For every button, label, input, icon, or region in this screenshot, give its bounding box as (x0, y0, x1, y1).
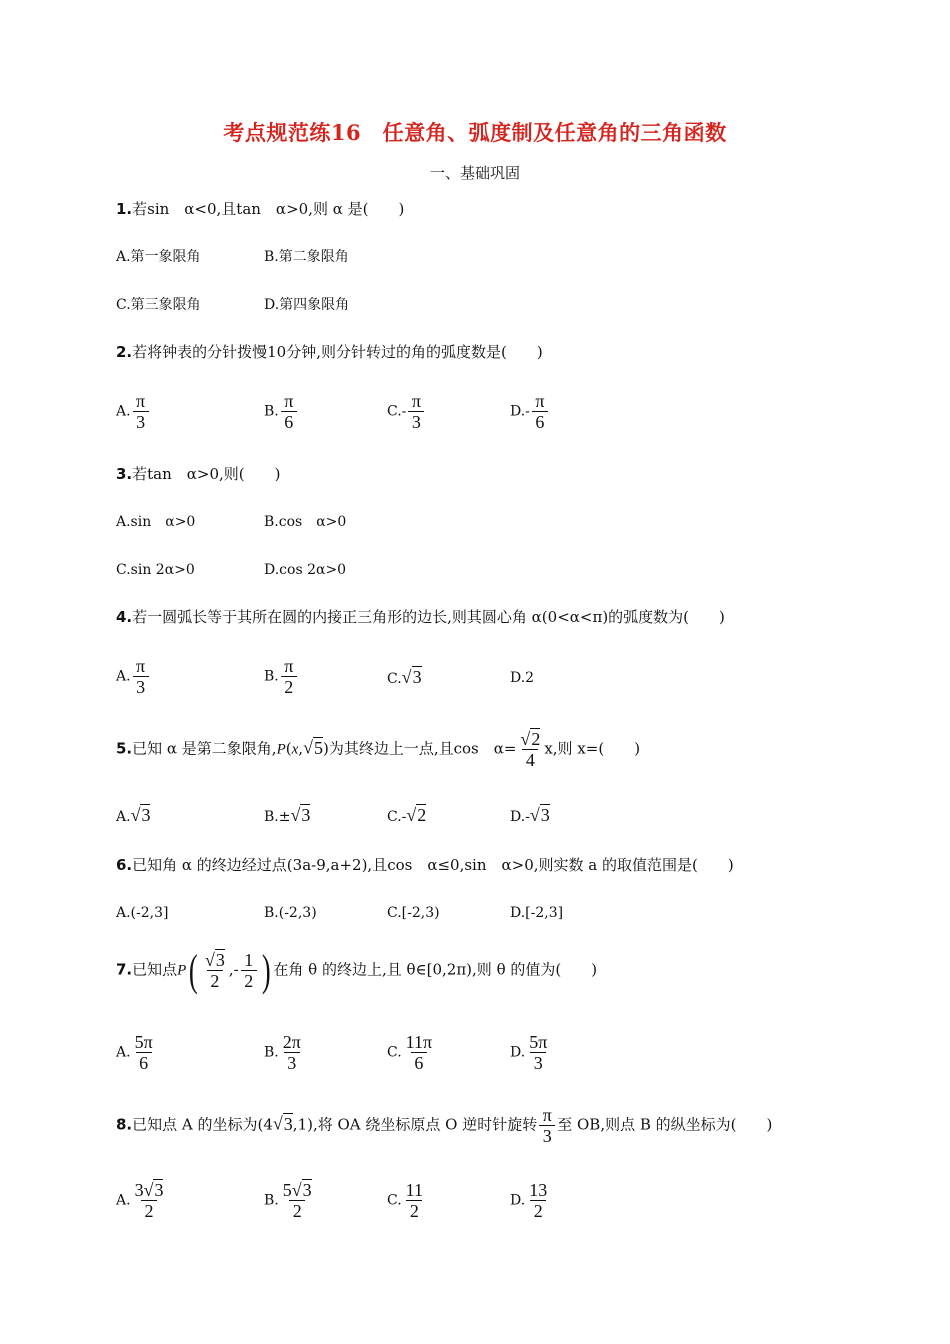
radicand: 5 (313, 737, 323, 758)
denominator: 6 (411, 1052, 427, 1073)
q1-option-d[interactable]: D.第四象限角 (264, 297, 350, 313)
q8-option-b[interactable] (264, 1180, 316, 1221)
radicand: 2 (417, 805, 427, 825)
section-heading: 一、基础巩固 (429, 164, 520, 182)
q6-option-d[interactable]: D.[-2,3] (510, 905, 564, 921)
denominator: 2 (207, 970, 223, 991)
denominator: 2 (289, 1200, 305, 1221)
numerator: π (411, 391, 421, 411)
question-number: 3. (116, 465, 133, 483)
q6-option-c[interactable]: C.[-2,3) (387, 905, 440, 921)
fraction (527, 1032, 549, 1073)
q4-option-a[interactable] (116, 656, 151, 697)
q7-option-c[interactable] (387, 1032, 436, 1073)
question-3 (116, 464, 281, 484)
radicand: 3 (302, 1180, 312, 1200)
question-4 (116, 607, 725, 627)
option-label: A. (116, 1192, 131, 1209)
q4-option-d[interactable]: D.2 (510, 670, 535, 686)
option-label: A. (116, 1044, 131, 1061)
question-number: 7. (116, 960, 133, 979)
coefficient: 5 (282, 1180, 292, 1200)
sqrt-symbol: √2 (406, 805, 427, 825)
sqrt-symbol: √3 (272, 1113, 293, 1134)
q7-option-a[interactable] (116, 1032, 157, 1073)
fraction (133, 1032, 155, 1073)
q4-option-b[interactable] (264, 656, 299, 697)
option-label: A. (116, 668, 131, 685)
radicand: 3 (154, 1180, 164, 1200)
question-number: 1. (116, 200, 133, 218)
q8-option-c[interactable] (387, 1180, 427, 1221)
question-5 (116, 729, 640, 770)
q1-option-c[interactable]: C.第三象限角 (116, 297, 201, 313)
fraction (133, 656, 149, 697)
variable: x (291, 741, 299, 758)
radicand: 3 (412, 667, 422, 687)
numerator: 2π (282, 1032, 301, 1052)
fraction (133, 391, 149, 432)
option-label: D. (510, 1192, 526, 1209)
denominator: 6 (281, 411, 297, 432)
option-label: C.- (387, 403, 407, 420)
q3-option-b[interactable]: B.cos α>0 (264, 514, 347, 530)
denominator: 6 (532, 411, 548, 432)
numerator: π (542, 1105, 552, 1125)
page-title: 考点规范练16 任意角、弧度制及任意角的三角函数 (223, 120, 727, 145)
q6-option-a[interactable]: A.(-2,3] (116, 905, 169, 921)
radicand: 3 (283, 1113, 293, 1134)
question-stem: 为其终边上一点,且cos α= (328, 739, 517, 758)
radicand: 3 (215, 950, 225, 970)
question-stem: 已知角 α 的终边经过点(3a-9,a+2),且cos α≤0,sin α>0,则实数 a 的取值范围是( ) (132, 856, 734, 874)
question-number: 2. (116, 343, 133, 361)
denominator: 2 (281, 676, 297, 697)
numerator: 11π (405, 1032, 433, 1052)
denominator: 3 (284, 1052, 300, 1073)
fraction (408, 391, 424, 432)
q2-option-d[interactable] (510, 391, 550, 432)
numerator: 5π (134, 1032, 153, 1052)
q5-option-b[interactable] (264, 805, 310, 827)
fraction (539, 1105, 555, 1146)
q7-option-d[interactable] (510, 1032, 551, 1073)
right-paren: ) (261, 945, 271, 995)
denominator: 2 (141, 1200, 157, 1221)
numerator: 1 (244, 950, 254, 970)
fraction (404, 1180, 425, 1221)
option-label: D. (510, 1044, 526, 1061)
sqrt-symbol: √5 (303, 737, 323, 758)
option-label: B. (264, 1192, 279, 1209)
question-stem: 已知点 (132, 960, 178, 979)
fraction (241, 950, 257, 991)
denominator: 6 (136, 1052, 152, 1073)
fraction (281, 1032, 303, 1073)
q5-option-d[interactable] (510, 805, 550, 827)
numerator (281, 1180, 314, 1200)
option-label: B. (264, 668, 279, 685)
fraction (281, 391, 297, 432)
sqrt-symbol: √3 (130, 805, 151, 825)
option-label: C. (387, 1044, 402, 1061)
fraction (532, 391, 548, 432)
paren: ) (322, 739, 329, 758)
option-label: D.- (510, 403, 530, 420)
q1-option-b[interactable]: B.第二象限角 (264, 249, 349, 265)
sqrt-symbol: √3 (401, 667, 422, 687)
denominator: 3 (530, 1052, 546, 1073)
question-stem: ,1),将 OA 绕坐标原点 O 逆时针旋转 (292, 1115, 538, 1134)
numerator: π (136, 656, 146, 676)
numerator: 11 (405, 1180, 424, 1200)
q5-option-a[interactable] (116, 805, 150, 827)
numerator: π (535, 391, 545, 411)
option-label: B. (264, 1044, 279, 1061)
q2-option-b[interactable] (264, 391, 299, 432)
question-6 (116, 855, 734, 875)
question-stem: 若将钟表的分针拨慢10分钟,则分针转过的角的弧度数是( ) (132, 343, 543, 361)
fraction (527, 1180, 549, 1221)
radicand: 3 (141, 805, 151, 825)
denominator: 4 (522, 749, 538, 770)
option-label: C. (387, 1192, 402, 1209)
numerator: π (136, 391, 146, 411)
point-label: P (276, 741, 286, 758)
denominator: 2 (406, 1200, 422, 1221)
fraction (133, 1180, 166, 1221)
question-number: 8. (116, 1115, 133, 1134)
denominator: 2 (530, 1200, 546, 1221)
question-stem: 在角 θ 的终边上,且 θ∈[0,2π),则 θ 的值为( ) (273, 960, 598, 979)
radicand: 2 (531, 729, 541, 749)
denominator: 3 (133, 676, 149, 697)
denominator: 2 (241, 970, 257, 991)
sqrt-symbol: √3 (529, 805, 550, 825)
q2-option-a[interactable] (116, 391, 151, 432)
q3-option-d[interactable]: D.cos 2α>0 (264, 562, 347, 578)
question-8 (116, 1105, 772, 1146)
option-label: A. (116, 403, 131, 420)
numerator: √2 (520, 729, 541, 749)
question-number: 4. (116, 608, 133, 626)
fraction (404, 1032, 434, 1073)
question-2 (116, 342, 543, 362)
option-label: B. (264, 403, 279, 420)
question-number: 5. (116, 739, 133, 758)
option-label: C. (387, 671, 402, 687)
denominator: 3 (408, 411, 424, 432)
question-number: 6. (116, 856, 133, 874)
comma: , (298, 739, 304, 758)
denominator: 3 (133, 411, 149, 432)
q3-option-c[interactable]: C.sin 2α>0 (116, 562, 195, 578)
question-stem: 已知点 A 的坐标为(4 (132, 1115, 273, 1134)
radicand: 3 (540, 805, 550, 825)
option-label: B.± (264, 809, 291, 825)
question-stem: 已知 α 是第二象限角, (132, 739, 277, 758)
question-stem: 若一圆弧长等于其所在圆的内接正三角形的边长,则其圆心角 α(0<α<π)的弧度数为( ) (132, 608, 725, 626)
q6-option-b[interactable]: B.(-2,3) (264, 905, 317, 921)
q5-option-c[interactable] (387, 805, 426, 827)
q1-option-a[interactable]: A.第一象限角 (116, 249, 201, 265)
numerator: 5π (529, 1032, 548, 1052)
separator: ,- (228, 960, 239, 979)
sqrt-symbol: √3 (290, 805, 311, 825)
numerator: 13 (529, 1180, 548, 1200)
fraction (281, 1180, 314, 1221)
option-label: D.- (510, 809, 530, 825)
question-7 (116, 945, 598, 995)
coefficient: 3 (134, 1180, 144, 1200)
numerator: π (284, 391, 294, 411)
fraction (518, 729, 542, 770)
fraction (281, 656, 297, 697)
question-stem: 若sin α<0,且tan α>0,则 α 是( ) (132, 200, 405, 218)
q7-option-b[interactable] (264, 1032, 305, 1073)
sqrt-symbol: √3 (143, 1180, 164, 1200)
sqrt-symbol: √3 (291, 1180, 312, 1200)
numerator (133, 1180, 166, 1200)
q8-option-a[interactable] (116, 1180, 167, 1221)
numerator: π (284, 656, 294, 676)
option-label: C.- (387, 809, 407, 825)
fraction (203, 950, 227, 991)
option-label: A. (116, 809, 131, 825)
q2-option-c[interactable] (387, 391, 426, 432)
radicand: 3 (301, 805, 311, 825)
question-stem: 若tan α>0,则( ) (132, 465, 281, 483)
q8-option-d[interactable] (510, 1180, 551, 1221)
question-stem: x,则 x=( ) (544, 739, 641, 758)
denominator: 3 (539, 1125, 555, 1146)
question-stem: 至 OB,则点 B 的纵坐标为( ) (557, 1115, 773, 1134)
paren: ( (285, 739, 292, 758)
point-label: P (177, 962, 187, 979)
q4-option-c[interactable] (387, 667, 422, 689)
numerator: √3 (204, 950, 225, 970)
q3-option-a[interactable]: A.sin α>0 (116, 514, 196, 530)
question-1 (116, 199, 404, 219)
left-paren: ( (189, 945, 199, 995)
